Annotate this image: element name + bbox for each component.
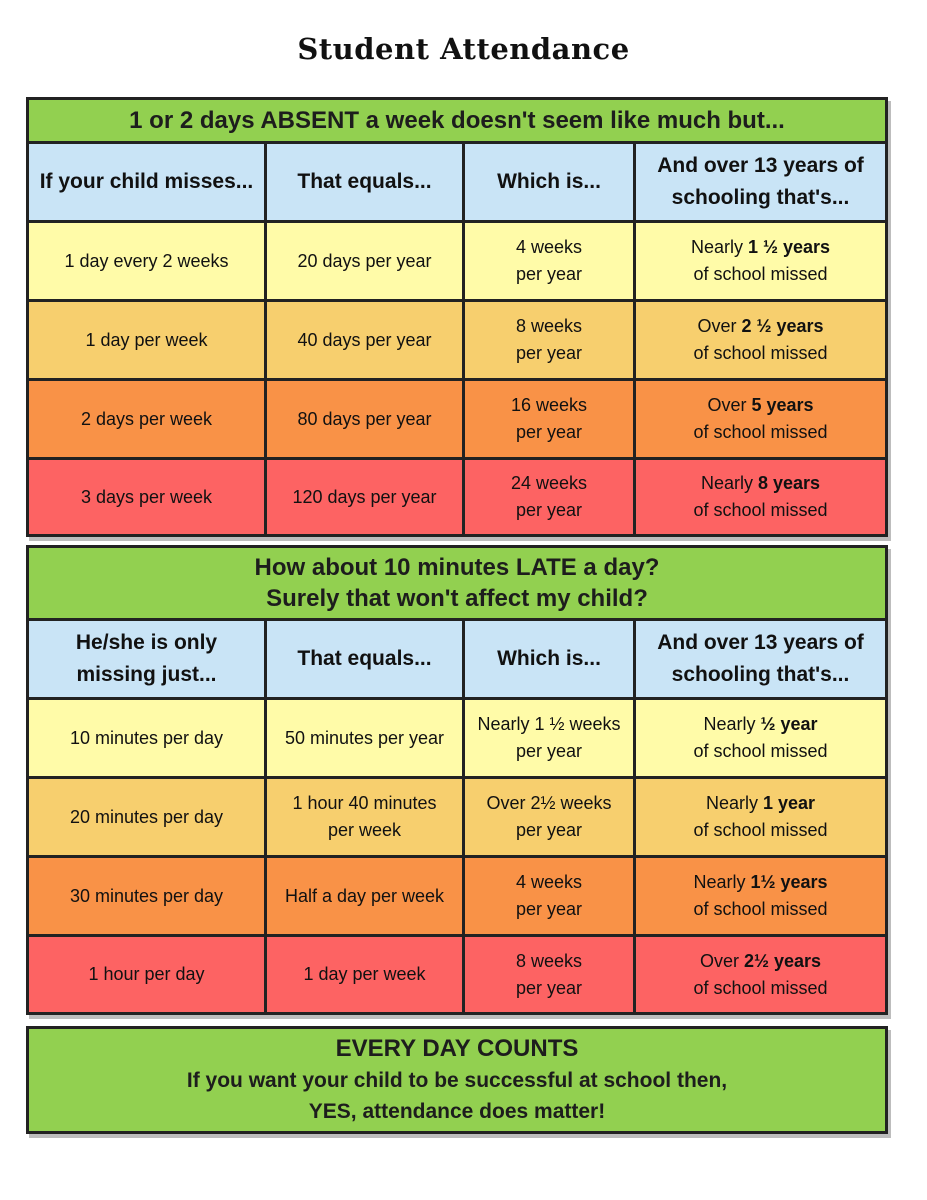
- column-header: [636, 621, 885, 700]
- table-cell: [29, 700, 267, 779]
- cell-text: Nearly 1 ½ weeks: [477, 714, 621, 734]
- cell-emphasis: 1½ years: [750, 872, 828, 892]
- absent-banner-text: 1 or 2 days ABSENT a week doesn't seem like much but...: [129, 106, 785, 134]
- cell-text: per year: [515, 899, 583, 919]
- cell-text: Over: [699, 950, 744, 971]
- cell-text: per year: [515, 500, 583, 520]
- table-cell: [636, 381, 885, 460]
- column-header: [267, 621, 465, 700]
- footer-line2: YES, attendance does matter!: [308, 1100, 606, 1123]
- cell-text: Nearly: [693, 872, 751, 892]
- table-cell: [465, 779, 636, 858]
- cell-text: Nearly: [705, 793, 763, 813]
- table-cell: [465, 223, 636, 302]
- cell-text: 16 weeks: [510, 395, 588, 415]
- cell-emphasis: 2 ½ years: [741, 316, 824, 336]
- cell-emphasis: 1 ½ years: [747, 237, 831, 257]
- cell-text: per year: [515, 741, 583, 761]
- cell-emphasis: 2½ years: [743, 950, 822, 971]
- cell-text: 50 minutes per year: [284, 727, 445, 748]
- cell-text: of school missed: [693, 422, 828, 442]
- cell-text: 1 hour per day: [88, 964, 205, 984]
- cell-text: 1 hour 40 minutes: [292, 793, 437, 813]
- cell-emphasis: 5 years: [751, 395, 814, 415]
- cell-emphasis: ½ year: [760, 714, 818, 734]
- table-cell: [636, 700, 885, 779]
- cell-text: Over 2½ weeks: [486, 793, 612, 813]
- column-header-text: If your child misses...: [39, 170, 254, 193]
- column-header: [465, 144, 636, 223]
- cell-text: per year: [515, 343, 583, 363]
- table-cell: [465, 460, 636, 534]
- footer-title: EVERY DAY COUNTS: [335, 1035, 579, 1062]
- cell-text: 8 weeks: [515, 950, 583, 971]
- cell-text: 10 minutes per day: [69, 727, 224, 748]
- table-cell: [29, 937, 267, 1012]
- column-header-text: He/she is only: [75, 631, 218, 654]
- table-cell: [465, 858, 636, 937]
- table-cell: [465, 302, 636, 381]
- cell-text: of school missed: [693, 977, 828, 998]
- table-cell: [465, 700, 636, 779]
- table-cell: [267, 937, 465, 1012]
- column-header-text: That equals...: [297, 647, 432, 670]
- cell-text: of school missed: [693, 264, 828, 284]
- cell-text: 1 day per week: [303, 964, 426, 984]
- cell-text: 20 days per year: [297, 250, 432, 271]
- cell-text: per year: [515, 422, 583, 442]
- cell-text: 20 minutes per day: [69, 806, 224, 827]
- cell-text: 120 days per year: [292, 486, 437, 507]
- page-title: Student Attendance: [297, 32, 630, 66]
- cell-text: 4 weeks: [515, 872, 583, 892]
- absent-table: [26, 97, 888, 537]
- cell-text: Nearly: [703, 714, 761, 734]
- cell-text: per year: [515, 264, 583, 284]
- table-cell: [29, 460, 267, 534]
- late-table: [26, 545, 888, 1015]
- cell-text: Over: [707, 395, 752, 415]
- table-cell: [636, 937, 885, 1012]
- cell-text: per year: [515, 820, 583, 840]
- table-cell: [636, 302, 885, 381]
- cell-text: of school missed: [693, 820, 828, 840]
- table-cell: [267, 700, 465, 779]
- cell-text: Nearly: [690, 237, 748, 257]
- cell-line: [691, 234, 830, 261]
- cell-line: [706, 790, 815, 817]
- table-cell: [465, 937, 636, 1012]
- table-cell: [267, 779, 465, 858]
- table-cell: [267, 381, 465, 460]
- table-cell: [267, 302, 465, 381]
- table-cell: [636, 779, 885, 858]
- cell-text: per week: [327, 820, 402, 840]
- column-header: [267, 144, 465, 223]
- cell-line: [701, 470, 820, 497]
- cell-text: per year: [515, 977, 583, 998]
- column-header-text: Which is...: [497, 647, 601, 670]
- cell-text: 2 days per week: [80, 408, 213, 429]
- cell-text: 4 weeks: [515, 237, 583, 257]
- table-cell: [636, 858, 885, 937]
- footer-banner: [26, 1026, 888, 1134]
- column-header-text: missing just...: [76, 663, 217, 686]
- table-cell: [267, 858, 465, 937]
- cell-text: 40 days per year: [297, 329, 432, 350]
- column-header-text: Which is...: [497, 170, 601, 193]
- cell-text: 30 minutes per day: [69, 885, 224, 906]
- cell-line: [697, 313, 823, 340]
- cell-text: 1 day per week: [85, 329, 208, 350]
- cell-emphasis: 8 years: [757, 473, 821, 493]
- table-cell: [29, 381, 267, 460]
- table-cell: [636, 223, 885, 302]
- cell-text: Nearly: [700, 473, 758, 493]
- cell-text: Over: [697, 316, 742, 336]
- absent-grid: [29, 144, 885, 534]
- table-cell: [29, 779, 267, 858]
- column-header: [636, 144, 885, 223]
- cell-emphasis: 1 year: [762, 793, 816, 813]
- table-cell: [465, 381, 636, 460]
- cell-line: [693, 869, 827, 896]
- column-header: [465, 621, 636, 700]
- cell-line: [703, 711, 817, 738]
- late-banner-line1: How about 10 minutes LATE a day?: [254, 554, 660, 581]
- cell-text: of school missed: [693, 343, 828, 363]
- late-grid: [29, 621, 885, 1012]
- cell-text: of school missed: [693, 741, 828, 761]
- cell-text: Half a day per week: [284, 885, 445, 906]
- column-header-text: schooling that's...: [671, 663, 850, 686]
- cell-line: [700, 948, 821, 975]
- column-header: [29, 621, 267, 700]
- table-cell: [29, 858, 267, 937]
- table-cell: [267, 460, 465, 534]
- late-banner: [29, 548, 885, 621]
- column-header-text: schooling that's...: [671, 186, 850, 209]
- cell-line: [707, 392, 813, 419]
- column-header: [29, 144, 267, 223]
- table-cell: [267, 223, 465, 302]
- table-cell: [636, 460, 885, 534]
- cell-text: 24 weeks: [510, 473, 588, 493]
- footer-line1: If you want your child to be successful at school then,: [186, 1069, 728, 1092]
- table-cell: [29, 302, 267, 381]
- cell-text: 3 days per week: [80, 486, 213, 507]
- cell-text: of school missed: [693, 500, 828, 520]
- table-cell: [29, 223, 267, 302]
- column-header-text: And over 13 years of: [657, 631, 864, 654]
- late-banner-line2: Surely that won't affect my child?: [266, 585, 648, 612]
- column-header-text: That equals...: [297, 170, 432, 193]
- column-header-text: And over 13 years of: [657, 154, 864, 177]
- cell-text: 1 day every 2 weeks: [64, 250, 229, 271]
- cell-text: 80 days per year: [297, 408, 432, 429]
- absent-banner: [29, 100, 885, 144]
- cell-text: of school missed: [693, 899, 828, 919]
- cell-text: 8 weeks: [515, 316, 583, 336]
